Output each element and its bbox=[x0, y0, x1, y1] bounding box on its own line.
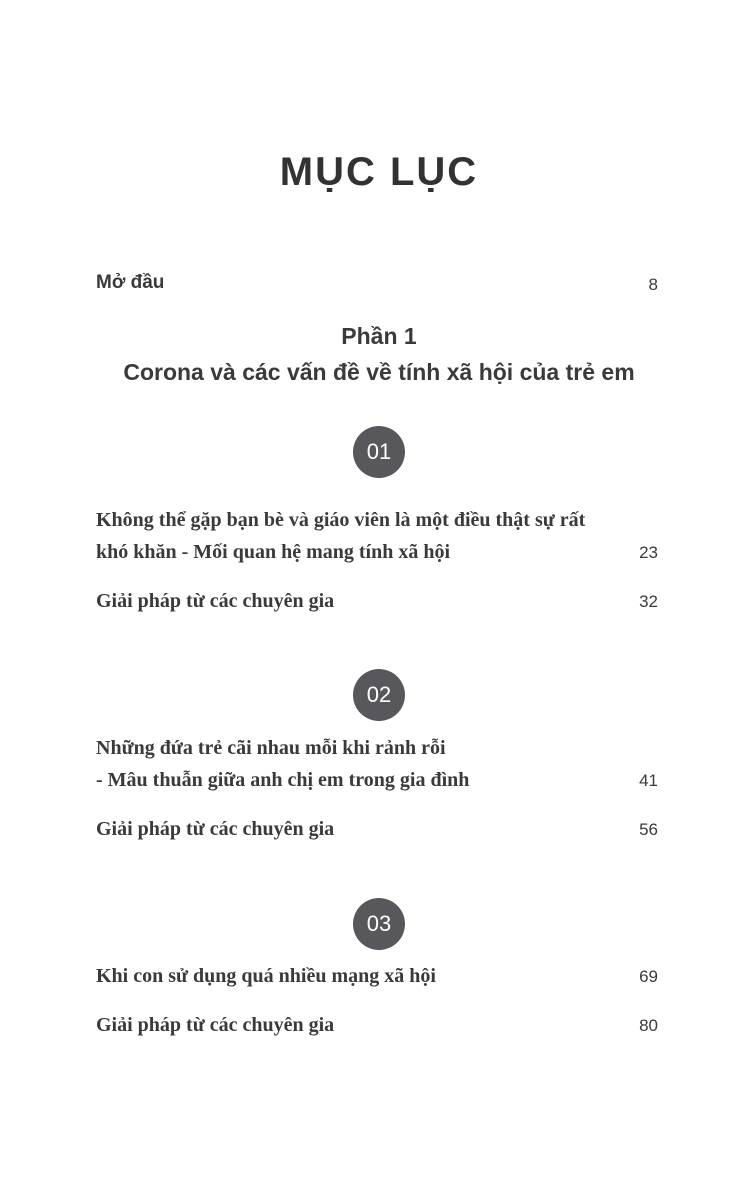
toc-entry-line: Giải pháp từ các chuyên gia bbox=[96, 590, 335, 612]
part-number-heading: Phần 1 bbox=[341, 323, 417, 349]
toc-entry-page: 23 bbox=[639, 543, 658, 562]
toc-entry bbox=[96, 1009, 666, 1041]
chapter-number-badge: 03 bbox=[353, 898, 405, 950]
toc-entry-page: 80 bbox=[639, 1016, 658, 1035]
toc-entry-intro-page: 8 bbox=[648, 275, 658, 294]
toc-entry bbox=[96, 813, 666, 845]
toc-entry-page: 32 bbox=[639, 592, 658, 611]
toc-entry-line: Khi con sử dụng quá nhiều mạng xã hội bbox=[96, 965, 436, 987]
toc-entry bbox=[96, 504, 666, 568]
toc-entry-line: Những đứa trẻ cãi nhau mỗi khi rảnh rỗi bbox=[96, 737, 446, 759]
toc-entry-page: 69 bbox=[639, 967, 658, 986]
chapter-number-badge: 01 bbox=[353, 426, 405, 478]
toc-entry bbox=[96, 960, 666, 992]
part-title-heading: Corona và các vấn đề về tính xã hội của trẻ em bbox=[123, 359, 635, 385]
chapter-number-badge: 02 bbox=[353, 669, 405, 721]
toc-entry-line: Giải pháp từ các chuyên gia bbox=[96, 1014, 335, 1036]
toc-entry bbox=[96, 585, 666, 617]
toc-entry-line: - Mâu thuẫn giữa anh chị em trong gia đình bbox=[96, 769, 470, 791]
toc-entry-intro-label: Mở đầu bbox=[96, 272, 165, 293]
toc-entry bbox=[96, 732, 666, 796]
toc-entry-line: Giải pháp từ các chuyên gia bbox=[96, 818, 335, 840]
toc-entry-line: Không thể gặp bạn bè và giáo viên là một điều thật sự rất bbox=[96, 509, 586, 531]
toc-entry-page: 41 bbox=[639, 771, 658, 790]
toc-entry-line: khó khăn - Mối quan hệ mang tính xã hội bbox=[96, 541, 451, 563]
toc-entry-page: 56 bbox=[639, 820, 658, 839]
page-title: MỤC LỤC bbox=[279, 150, 479, 194]
